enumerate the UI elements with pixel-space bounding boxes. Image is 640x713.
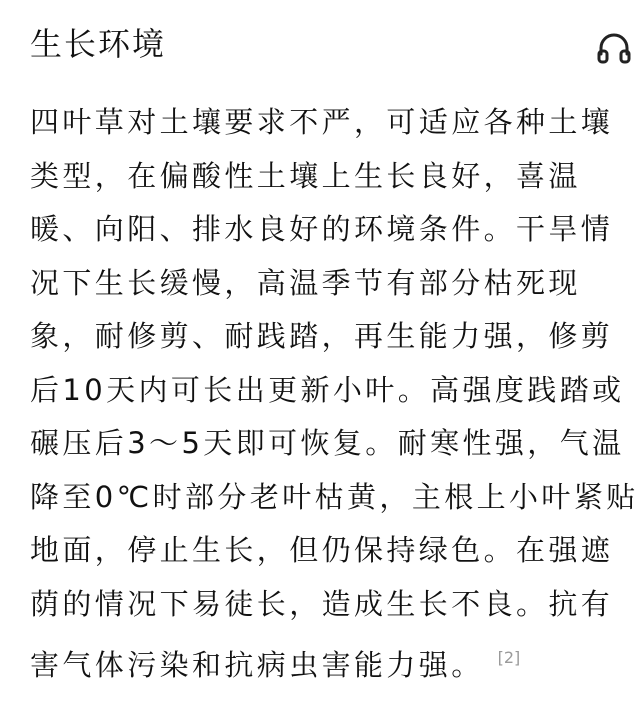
section-title: 生长环境	[30, 25, 167, 63]
body-paragraph	[30, 96, 639, 693]
text-line-content: 害气体污染和抗病虫害能力强。	[30, 648, 484, 682]
audio-play-button[interactable]	[596, 30, 632, 66]
text-line: 况下生长缓慢，高温季节有部分枯死现	[30, 265, 581, 300]
text-line: 四叶草对土壤要求不严，可适应各种土壤	[30, 105, 614, 139]
headphones-icon	[596, 30, 632, 66]
text-line: 地面，停止生长，但仍保持绿色。在强遮	[30, 533, 614, 567]
citation-link[interactable]: [2]	[497, 648, 521, 667]
text-line: 荫的情况下易徒长，造成生长不良。抗有	[30, 586, 614, 621]
text-line: 后10天内可长出更新小叶。高强度践踏或	[30, 372, 625, 407]
text-line: 降至0℃时部分老叶枯黄，主根上小叶紧贴	[30, 479, 639, 514]
text-line: 碾压后3～5天即可恢复。耐寒性强，气温	[30, 426, 625, 460]
text-line-last	[30, 631, 620, 693]
text-line: 暖、向阳、排水良好的环境条件。干旱情	[30, 212, 614, 246]
text-line: 类型，在偏酸性土壤上生长良好，喜温	[30, 158, 581, 193]
text-line: 象，耐修剪、耐践踏，再生能力强，修剪	[30, 319, 614, 353]
